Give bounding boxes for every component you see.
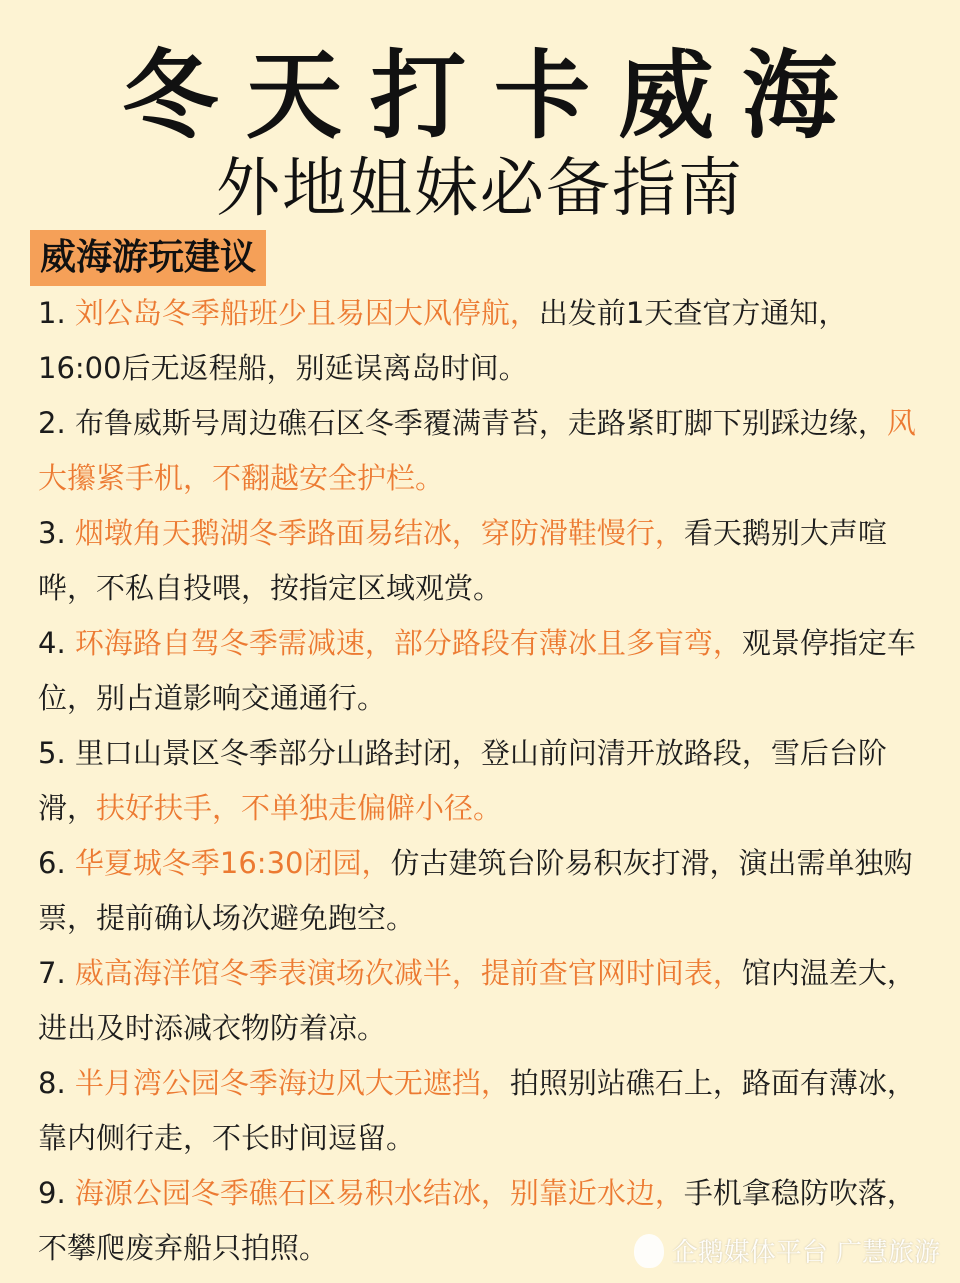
tip-number: 6. bbox=[38, 846, 75, 880]
tip-number: 7. bbox=[38, 956, 75, 990]
tip-number: 1. bbox=[38, 296, 75, 330]
tip-highlight: 烟墩角天鹅湖冬季路面易结冰，穿防滑鞋慢行， bbox=[74, 516, 684, 550]
tip-text: 看天鹅别大声喧哗，不私自投喂，按指定区域观赏。 bbox=[38, 516, 887, 605]
tip-number: 2. bbox=[38, 406, 75, 440]
tip-item bbox=[38, 506, 918, 616]
tip-text: 馆内温差大，进出及时添减衣物防着凉。 bbox=[38, 956, 916, 1045]
tip-highlight: 刘公岛冬季船班少且易因大风停航， bbox=[74, 296, 539, 330]
tip-highlight: 风大攥紧手机，不翻越安全护栏。 bbox=[38, 406, 916, 495]
page-subtitle: 外地姐妹必备指南 bbox=[216, 152, 744, 226]
tip-text: 拍照别站礁石上，路面有薄冰，靠内侧行走，不长时间逗留。 bbox=[38, 1066, 916, 1155]
tip-item bbox=[38, 1056, 918, 1166]
tip-item bbox=[38, 836, 918, 946]
tip-number: 3. bbox=[38, 516, 75, 550]
tips-list bbox=[38, 286, 918, 1276]
tip-highlight: 扶好扶手，不单独走偏僻小径。 bbox=[96, 791, 503, 825]
tip-item bbox=[38, 616, 918, 726]
watermark-text: 企鹅媒体平台 广慧旅游 bbox=[671, 1238, 940, 1268]
tip-highlight: 华夏城冬季16:30闭园， bbox=[74, 846, 391, 880]
section-tag: 威海游玩建议 bbox=[30, 230, 266, 286]
tip-highlight: 海源公园冬季礁石区易积水结冰，别靠近水边， bbox=[74, 1176, 684, 1210]
page-title: 冬天打卡威海 bbox=[122, 40, 866, 152]
tip-item bbox=[38, 286, 918, 396]
tip-number: 5. bbox=[38, 736, 75, 770]
tip-number: 4. bbox=[38, 626, 75, 660]
penguin-icon bbox=[634, 1234, 664, 1268]
tip-text: 出发前1天查官方通知，16:00后无返程船，别延误离岛时间。 bbox=[38, 296, 848, 385]
tip-highlight: 威高海洋馆冬季表演场次减半，提前查官网时间表， bbox=[74, 956, 742, 990]
tip-number: 9. bbox=[38, 1176, 75, 1210]
tip-text: 观景停指定车位，别占道影响交通通行。 bbox=[38, 626, 916, 715]
watermark bbox=[634, 1232, 940, 1269]
tip-item bbox=[38, 946, 918, 1056]
tip-text: 仿古建筑台阶易积灰打滑，演出需单独购票，提前确认场次避免跑空。 bbox=[38, 846, 913, 935]
tip-text: 里口山景区冬季部分山路封闭，登山前问清开放路段，雪后台阶滑， bbox=[38, 736, 887, 825]
tip-item bbox=[38, 726, 918, 836]
tip-highlight: 半月湾公园冬季海边风大无遮挡， bbox=[74, 1066, 510, 1100]
tip-text: 手机拿稳防吹落，不攀爬废弃船只拍照。 bbox=[38, 1176, 916, 1265]
tip-item bbox=[38, 396, 918, 506]
tip-highlight: 环海路自驾冬季需减速，部分路段有薄冰且多盲弯， bbox=[74, 626, 742, 660]
tip-number: 8. bbox=[38, 1066, 75, 1100]
tip-text: 布鲁威斯号周边礁石区冬季覆满青苔，走路紧盯脚下别踩边缘， bbox=[74, 406, 887, 440]
